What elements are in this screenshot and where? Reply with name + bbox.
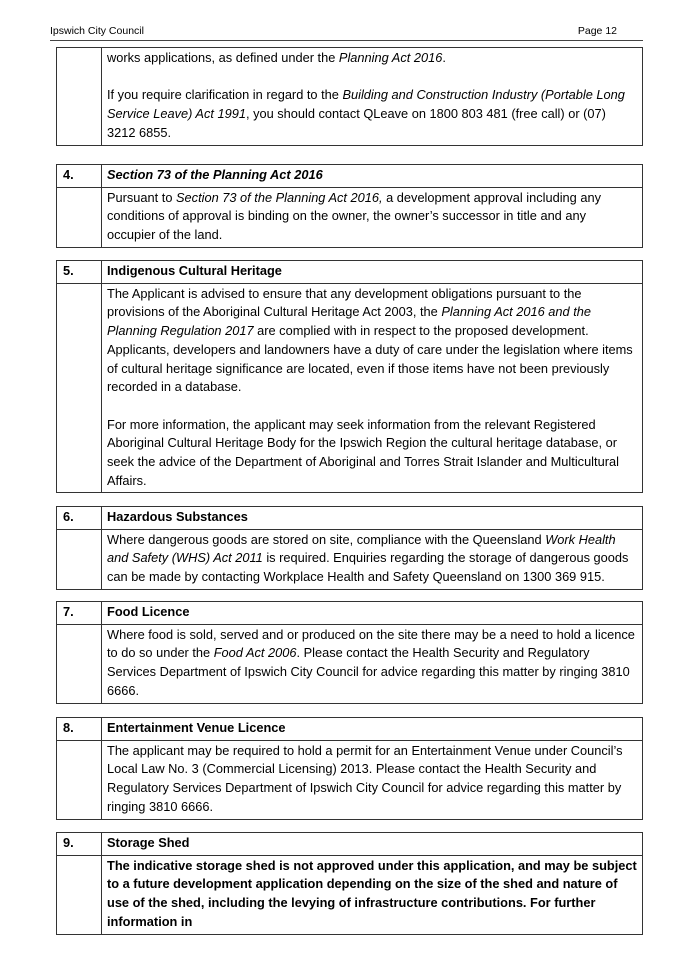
continued-paragraph-1: works applications, as defined under the Planning Act 2016. [107, 50, 446, 65]
section-title: Section 73 of the Planning Act 2016 [102, 165, 643, 188]
section-title: Entertainment Venue Licence [102, 718, 643, 741]
section-5-paragraph-2: For more information, the applicant may seek information from the relevant Registered Aboriginal Cultural Heritage Body for the Ipswich Region the cultural heritage database, or seek the advice of the Department of Aboriginal and Torres Strait Islander and Multicultural Affairs. [107, 416, 619, 488]
continued-section-table [56, 47, 643, 146]
section-number: 4. [57, 165, 102, 188]
header-rule [50, 40, 643, 41]
continued-number-cell [57, 48, 102, 146]
header-page-number: Page 12 [577, 25, 617, 37]
section-title: Hazardous Substances [102, 507, 643, 530]
section-8-table [56, 717, 643, 820]
section-number: 8. [57, 718, 102, 741]
section-body: Pursuant to Section 73 of the Planning Act 2016, a development approval including any conditions of approval is binding on the owner, the owner’s successor in title and any occupier of the land. [102, 187, 643, 247]
section-7-table [56, 601, 643, 704]
section-number: 7. [57, 602, 102, 625]
section-4-table [56, 164, 643, 248]
section-title: Storage Shed [102, 833, 643, 856]
section-body: The indicative storage shed is not approved under this application, and may be subject to a future development application depending on the size of the shed and nature of use of the shed, including the levying of infrastructure contributions. For further information in [102, 855, 643, 934]
section-body: Where food is sold, served and or produced on the site there may be a need to hold a licence to do so under the Food Act 2006. Please contact the Health Security and Regulatory Services Department of Ipswich City Council for advice regarding this matter by ringing 3810 6666. [102, 624, 643, 703]
continued-paragraph-2: If you require clarification in regard to the Building and Construction Industry (Portable Long Service Leave) Act 1991, you should contact QLeave on 1800 803 481 (free call) or (07) 3212 6855. [107, 87, 625, 140]
section-title: Food Licence [102, 602, 643, 625]
section-body: Where dangerous goods are stored on site, compliance with the Queensland Work Health and Safety (WHS) Act 2011 is required. Enquiries regarding the storage of dangerous goods can be made by contacting Workplace Health and Safety Queensland on 1300 369 915. [102, 529, 643, 589]
section-6-table [56, 506, 643, 590]
section-5-table [56, 260, 643, 493]
section-body: The applicant may be required to hold a permit for an Entertainment Venue under Council’s Local Law No. 3 (Commercial Licensing) 2013. Please contact the Health Security and Regulatory Services Department of Ipswich City Council for advice regarding this matter by ringing 3810 6666. [102, 740, 643, 819]
section-title: Indigenous Cultural Heritage [102, 261, 643, 284]
section-5-paragraph-1: The Applicant is advised to ensure that any development obligations pursuant to the provisions of the Aboriginal Cultural Heritage Act 2003, the Planning Act 2016 and the Planning Regulation 2017 are complied with in respect to the proposed development. Applicants, developers and landowners have a duty of care under the legislation where items of cultural heritage significance are located, even if those items have not been previously recorded in a database. [107, 285, 633, 395]
section-9-table [56, 832, 643, 935]
section-number: 6. [57, 507, 102, 530]
section-number: 5. [57, 261, 102, 284]
page-header [50, 25, 625, 41]
header-council-name: Ipswich City Council [50, 25, 144, 37]
section-number: 9. [57, 833, 102, 856]
continued-body-cell [102, 48, 643, 146]
section-body [102, 283, 643, 493]
